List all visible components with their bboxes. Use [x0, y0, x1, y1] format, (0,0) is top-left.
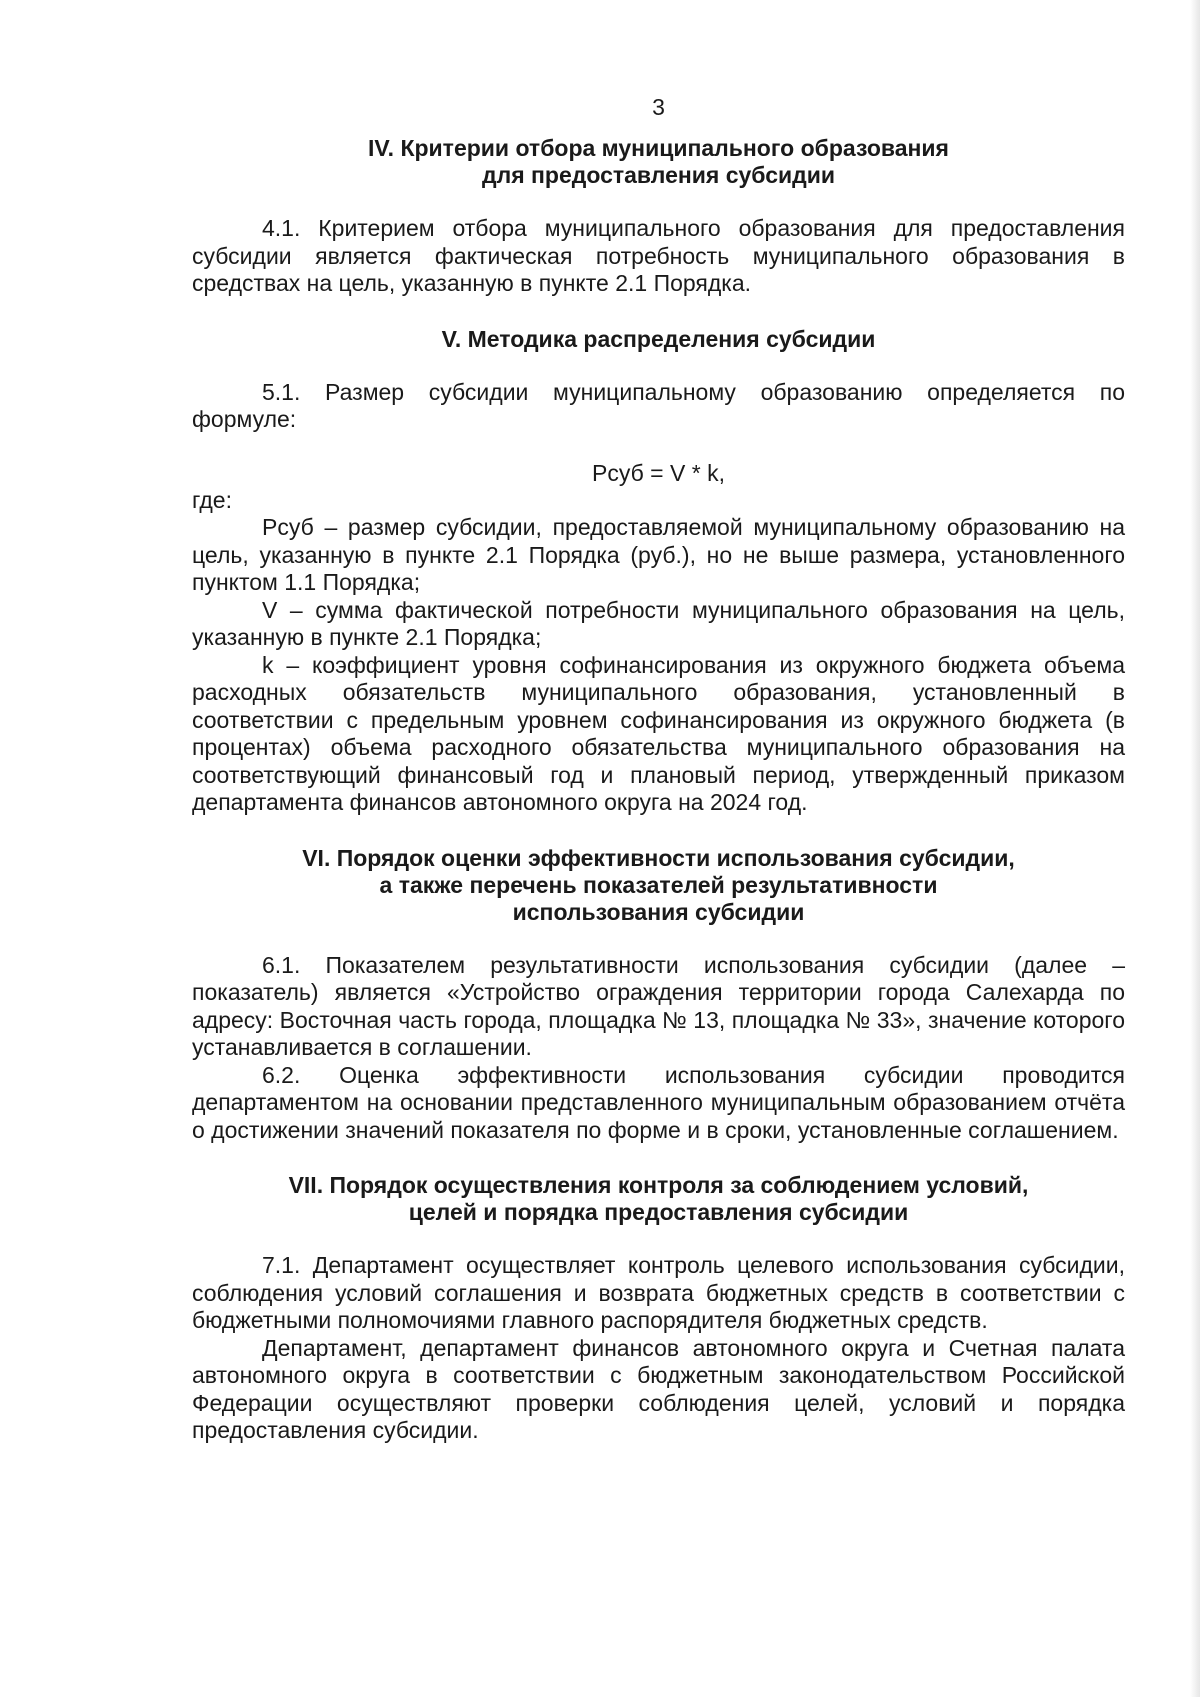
- section-5-title: V. Методика распределения субсидии: [441, 325, 876, 352]
- section-4-body: [192, 215, 1125, 298]
- page-number: 3: [652, 94, 665, 120]
- section-7-title-line-2: целей и порядка предоставления субсидии: [408, 1199, 909, 1225]
- formula-where-label: где:: [192, 486, 232, 513]
- section-7-title-line-1: VII. Порядок осуществления контроля за соблюдением условий,: [288, 1172, 1029, 1198]
- section-4-heading: [192, 135, 1125, 189]
- section-7-heading: [192, 1172, 1125, 1226]
- paragraph-4-1: 4.1. Критерием отбора муниципального образования для предоставления субсидии является фактическая потребность муниципального образования в средствах на цель, указанную в пункте 2.1 Порядка.: [192, 215, 1125, 296]
- section-4-title-line-2: для предоставления субсидии: [481, 162, 836, 188]
- section-7-body: [192, 1252, 1125, 1445]
- section-4-title-line-1: IV. Критерии отбора муниципального образования: [368, 135, 949, 161]
- definition-v: V – сумма фактической потребности муниципального образования на цель, указанную в пункте 2.1 Порядка;: [192, 596, 1125, 650]
- section-6-title-line-3: использования субсидии: [512, 898, 805, 925]
- section-5-heading: [192, 326, 1125, 353]
- section-5-body: [192, 379, 1125, 817]
- page-content: [192, 94, 1125, 1445]
- paragraph-7-1: 7.1. Департамент осуществляет контроль целевого использования субсидии, соблюдения условий соглашения и возврата бюджетных средств в соответствии с бюджетными полномочиями главного распорядителя бюджетных средств.: [192, 1252, 1125, 1333]
- section-6-title-line-2: а также перечень показателей результативности: [379, 871, 938, 898]
- paragraph-5-1: 5.1. Размер субсидии муниципальному образованию определяется по формуле:: [192, 378, 1125, 432]
- definition-rsub: Рсуб – размер субсидии, предоставляемой муниципальному образованию на цель, указанную в пункте 2.1 Порядка (руб.), но не выше размера, установленного пунктом 1.1 Порядка;: [192, 514, 1125, 595]
- definition-k: k – коэффициент уровня софинансирования из окружного бюджета объема расходных обязательств муниципального образования, установленный в соответствии с предельным уровнем софинансирования из окружного бюджета (в процентах) объема расходного обязательства муниципального образования на соответствующий финансовый год и плановый период, утвержденный приказом департамента финансов автономного округа на 2024 год.: [192, 651, 1125, 815]
- paragraph-6-2: 6.2. Оценка эффективности использования субсидии проводится департаментом на основании представленного муниципальным образованием отчёта о достижении значений показателя по форме и в сроки, установленные соглашением.: [192, 1061, 1125, 1143]
- paragraph-6-1: 6.1. Показателем результативности использования субсидии (далее – показатель) является «Устройство ограждения территории города Салехарда по адресу: Восточная часть города, площадка № 13, площадка № 33», значение которого устанавливается в соглашении.: [192, 951, 1125, 1060]
- section-6-title-line-1: VI. Порядок оценки эффективности использования субсидии,: [302, 844, 1015, 871]
- paragraph-7-2: Департамент, департамент финансов автономного округа и Счетная палата автономного округа в соответствии с бюджетным законодательством Российской Федерации осуществляют проверки соблюдения целей, условий и порядка предоставления субсидии.: [192, 1334, 1125, 1443]
- formula: Рсуб = V * k,: [592, 459, 725, 486]
- page-edge-shadow: [1190, 0, 1200, 1697]
- section-6-body: [192, 952, 1125, 1145]
- section-6-heading: [192, 845, 1125, 926]
